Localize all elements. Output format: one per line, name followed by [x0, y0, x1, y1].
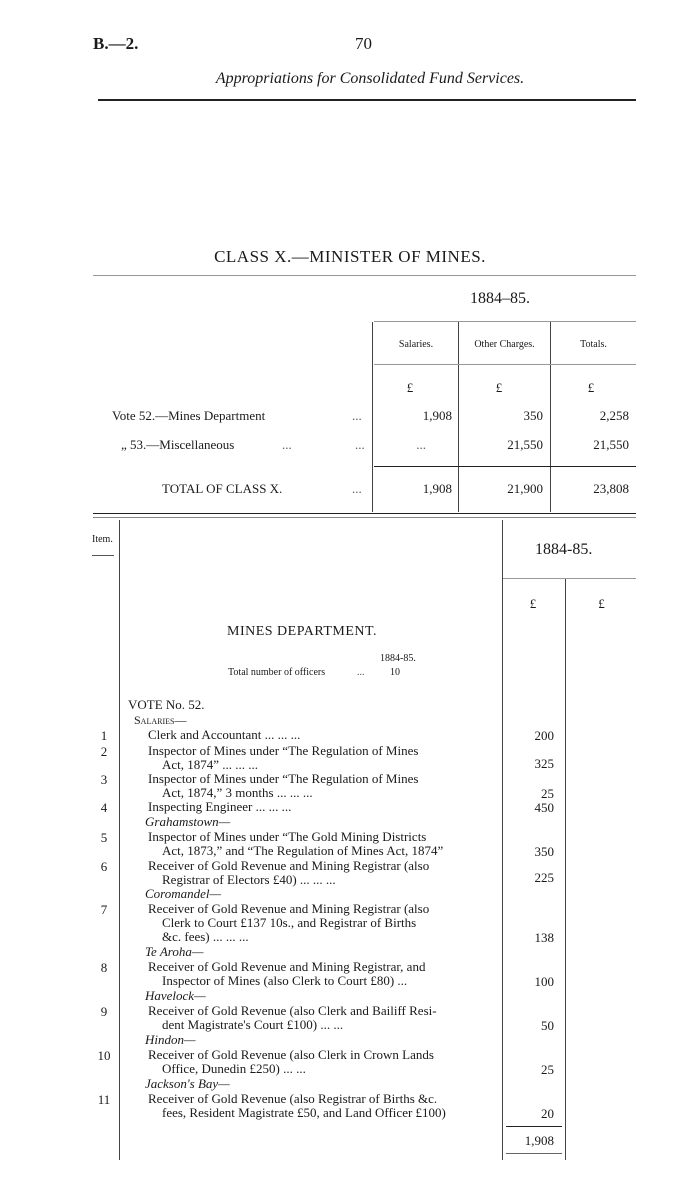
leader-dots: ...	[352, 408, 362, 423]
item-amount: 200	[534, 728, 554, 743]
item-number: 6	[100, 859, 108, 874]
officers-label: Total number of officers	[228, 667, 326, 678]
summary-year: 1884–85.	[470, 290, 530, 307]
item-description: Inspecting Engineer ... ... ...	[148, 799, 292, 814]
item-description: Receiver of Gold Revenue (also Clerk in Crown Lands	[148, 1047, 434, 1062]
summary-total-rule	[374, 466, 636, 467]
item-description: Receiver of Gold Revenue and Mining Registrar, and	[148, 959, 426, 974]
salaries-subtotal: 1,908	[524, 1133, 554, 1148]
subtotal-rule	[506, 1126, 562, 1127]
item-description: Inspector of Mines under “The Regulation of Mines	[148, 771, 419, 786]
summary-other-value: 21,550	[507, 437, 543, 452]
detail-year: 1884-85.	[535, 541, 593, 558]
summary-row-label: „ 53.—Miscellaneous	[121, 437, 235, 452]
header-rule	[98, 99, 636, 101]
col-header-totals: Totals.	[580, 339, 607, 350]
item-amount: 25	[541, 786, 554, 801]
location-heading: Havelock—	[145, 988, 206, 1003]
amount-column-divider-mid	[565, 578, 566, 1160]
summary-bottom-rule	[93, 513, 636, 514]
item-amount: 50	[541, 1018, 554, 1033]
leader-dots: ...	[352, 481, 362, 496]
item-amount: 100	[534, 974, 554, 989]
item-description: Office, Dunedin £250) ... ...	[162, 1061, 306, 1076]
summary-top-rule	[93, 275, 636, 276]
subtotal-bottom-rule	[506, 1153, 562, 1154]
summary-total-label: TOTAL OF CLASS X.	[162, 481, 283, 496]
item-description: Registrar of Electors £40) ... ... ...	[162, 872, 336, 887]
item-number: 7	[100, 902, 108, 917]
currency-symbol: £	[406, 380, 414, 395]
currency-symbol: £	[495, 380, 503, 395]
item-number: 10	[97, 1048, 111, 1063]
item-description: Clerk to Court £137 10s., and Registrar of Births	[162, 915, 417, 930]
officers-count: 10	[390, 667, 400, 678]
item-amount: 20	[541, 1106, 554, 1121]
item-column-divider	[119, 520, 120, 1160]
item-amount: 138	[534, 930, 554, 945]
item-description: Inspector of Mines under “The Gold Mining Districts	[148, 829, 427, 844]
item-description: fees, Resident Magistrate £50, and Land Officer £100)	[162, 1105, 446, 1120]
summary-salaries-value: 1,908	[422, 408, 452, 423]
vote-heading: VOTE No. 52.	[128, 697, 205, 712]
class-title: CLASS X.—MINISTER OF MINES.	[214, 247, 486, 266]
item-number: 5	[100, 830, 108, 845]
item-description: Clerk and Accountant ... ... ...	[148, 727, 301, 742]
officers-year: 1884-85.	[380, 653, 416, 664]
item-amount: 325	[534, 756, 554, 771]
item-number: 2	[100, 744, 108, 759]
item-description: Act, 1874” ... ... ...	[162, 757, 259, 772]
location-heading: Te Aroha—	[145, 944, 204, 959]
col-header-other-charges: Other Charges.	[474, 339, 535, 350]
summary-other-value: 350	[523, 408, 543, 423]
location-heading: Jackson's Bay—	[145, 1076, 230, 1091]
currency-symbol: £	[529, 596, 537, 611]
item-description: Receiver of Gold Revenue (also Clerk and Bailiff Resi-	[148, 1003, 437, 1018]
item-description: &c. fees) ... ... ...	[162, 929, 249, 944]
item-number: 8	[100, 960, 108, 975]
item-description: Receiver of Gold Revenue (also Registrar of Births &c.	[148, 1091, 438, 1106]
item-amount: 25	[541, 1062, 554, 1077]
leader-dots: ... ...	[282, 437, 365, 452]
summary-total-value: 21,550	[593, 437, 629, 452]
amount-column-divider-left	[502, 520, 503, 1160]
item-description: Inspector of Mines under “The Regulation of Mines	[148, 743, 419, 758]
currency-symbol: £	[598, 596, 605, 611]
item-amount: 350	[534, 844, 554, 859]
item-amount: 450	[534, 800, 554, 815]
detail-year-rule	[503, 578, 636, 579]
location-heading: Hindon—	[145, 1032, 196, 1047]
item-number: 9	[100, 1004, 108, 1019]
item-description: Act, 1873,” and “The Regulation of Mines Act, 1874”	[162, 843, 444, 858]
item-description: Act, 1874,” 3 months ... ... ...	[162, 785, 313, 800]
salaries-heading: Salaries—	[134, 713, 187, 727]
summary-col-divider	[372, 322, 373, 512]
location-heading: Coromandel—	[145, 886, 222, 901]
summary-salaries-value: ...	[416, 437, 426, 452]
leader-dots: ...	[357, 667, 365, 678]
summary-total-other: 21,900	[507, 481, 543, 496]
item-column-header: Item.	[92, 534, 113, 545]
summary-total-value: 2,258	[599, 408, 629, 423]
item-description: Receiver of Gold Revenue and Mining Registrar (also	[148, 901, 430, 916]
item-number: 11	[97, 1092, 111, 1107]
summary-total-salaries: 1,908	[422, 481, 452, 496]
summary-colhead-rule	[374, 364, 636, 365]
department-title: MINES DEPARTMENT.	[227, 624, 378, 639]
item-amount: 225	[534, 870, 554, 885]
summary-year-rule	[374, 321, 636, 322]
summary-row-label: Vote 52.—Mines Department	[112, 408, 266, 423]
location-heading: Grahamstown—	[145, 814, 231, 829]
currency-symbol: £	[587, 380, 595, 395]
item-description: Receiver of Gold Revenue and Mining Registrar (also	[148, 858, 430, 873]
item-description: dent Magistrate's Court £100) ... ...	[162, 1017, 344, 1032]
summary-bottom-rule-2	[93, 517, 636, 518]
document-reference: B.—2.	[93, 34, 139, 53]
summary-grand-total: 23,808	[593, 481, 629, 496]
col-header-salaries: Salaries.	[398, 339, 434, 350]
page-number: 70	[355, 34, 372, 53]
item-number: 3	[100, 772, 108, 787]
item-description: Inspector of Mines (also Clerk to Court £80) ...	[162, 973, 408, 988]
page-title: Appropriations for Consolidated Fund Services.	[215, 70, 525, 87]
item-header-rule	[92, 555, 114, 556]
item-number: 4	[100, 800, 108, 815]
item-number: 1	[100, 728, 108, 743]
